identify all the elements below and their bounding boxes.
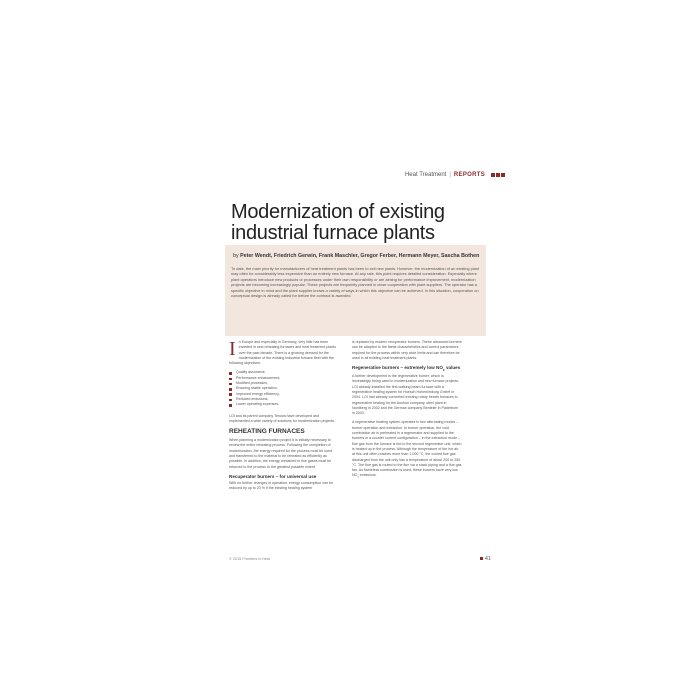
page-footer xyxy=(229,557,491,561)
page-number: 41 xyxy=(480,556,491,562)
drop-cap: I xyxy=(229,338,236,360)
author-line xyxy=(231,253,480,260)
list-item: Performance enhancement, xyxy=(229,376,339,381)
paragraph: LOI and its parent company Tenova have developed and implemented a wide variety of solutions for modernization projects. xyxy=(229,413,336,423)
section-heading: REHEATING FURNACES xyxy=(229,428,305,436)
authors: Peter Wendt, Friedrich Gerwin, Frank Maschler, Gregor Ferber, Hermann Meyer, Sascha Bothen xyxy=(240,253,480,259)
column-right xyxy=(352,340,462,484)
objectives-list xyxy=(229,370,339,407)
column-left xyxy=(229,340,339,496)
journal-page xyxy=(185,160,505,562)
footer-copyright: © 2015 Frontiers in heat xyxy=(229,557,270,561)
category-label: REPORTS xyxy=(453,172,485,178)
list-item: Improved energy efficiency, xyxy=(229,392,339,397)
subheading: Recuperator burners – for universal use xyxy=(229,473,317,479)
running-header xyxy=(405,172,505,178)
list-item: Modified processes, xyxy=(229,381,339,386)
list-item: Ensuring stable operation, xyxy=(229,386,339,391)
paragraph: A further development is the regenerative burner, which is increasingly being used in modernization and new furnace projects. LOI already installed the first walking beam furnace with a regenerative heating system for Hoesch Hohenlimburg GmbH in 2004. LOI had already converted existing rotary hearth furnaces to regenerative heating for the Aushon company, steel plant in Nordberg in 2002 and the German company Benteler in Paderborn in 2003. xyxy=(352,374,460,416)
abstract-box xyxy=(225,245,486,336)
by-label: by xyxy=(233,253,239,259)
list-item: Quality assurance, xyxy=(229,370,339,375)
section-label: Heat Treatment xyxy=(404,172,447,178)
paragraph: When planning a modernization project it is initially necessary to review the entire reheating process. Following the completion of modernization, the energy required for the process must be used and transferred to the material to be reheated as efficiently as possible. In addition, the energy contained in flue gases must be returned to the process to the greatest possible extent. xyxy=(229,438,333,469)
abstract-text: To date, the main priority for manufacturers of heat treatment plants has been to sell new plants. However, the modernization of an existing plant may often be considerably less expensive than an entirely new furnace. At any rate, this point requires detailed consideration. Especially where plant operators introduce new products or processes under their own responsibility or are aiming for performance improvement, modernization projects are becoming increasingly popular. These projects are frequently planned in close cooperation with plant suppliers. The operator has a specific objective in mind and the plant supplier knows a variety of ways in which this objective can be achieved. In this situation, cooperation on conceptual design is already called for before the contract is awarded. xyxy=(231,265,480,299)
intro-paragraph: In Europe and especially in Germany, very little has been invested in new reheating furnaces and heat treatment plants over the past decade. There is a growing demand for the modernization of the existing industrial furnace fleet with the following objectives: xyxy=(229,338,336,366)
header-blocks-icon xyxy=(491,173,505,177)
paragraph: A regenerative heating system operates in two alternating modes – burner operation and extraction. In burner operation, the cold combustion air is preheated in a regenerator and supplied to the burners in a counter current configuration – in the extraction mode – flue gas from the furnace is fed to the second regenerator unit, which is heated up in the process. Although the temperature of the hot air at this unit often reaches more than 1,000 °C, the cooled flue gas discharged from the unit only has a temperature of about 200 to 250 °C. The flue gas is routed to the flue via a stack piping and a flue gas fan. As flameless combustion is used, these burners have very low $NO_x$ emissions. xyxy=(352,420,462,480)
paragraph: With no further changes in operation, energy consumption can be reduced by up to 20 % if the existing heating system xyxy=(229,480,334,491)
paragraph: is replaced by modern recuperator burners. These advanced burners can be adapted to the flame characteristics and control parameters required for the process within very wide limits and can therefore be used in all existing heat treatment plants. xyxy=(352,340,462,360)
article-title: Modernization of existing industrial furnace plants xyxy=(231,201,445,244)
page-marker-icon xyxy=(480,557,483,560)
list-item: Lower operating expenses. xyxy=(229,402,339,407)
list-item: Reduced emissions, xyxy=(229,397,339,402)
subheading: Regenerative burners – extremely low $NO_x$ values xyxy=(352,365,461,373)
header-separator: | xyxy=(449,172,451,178)
